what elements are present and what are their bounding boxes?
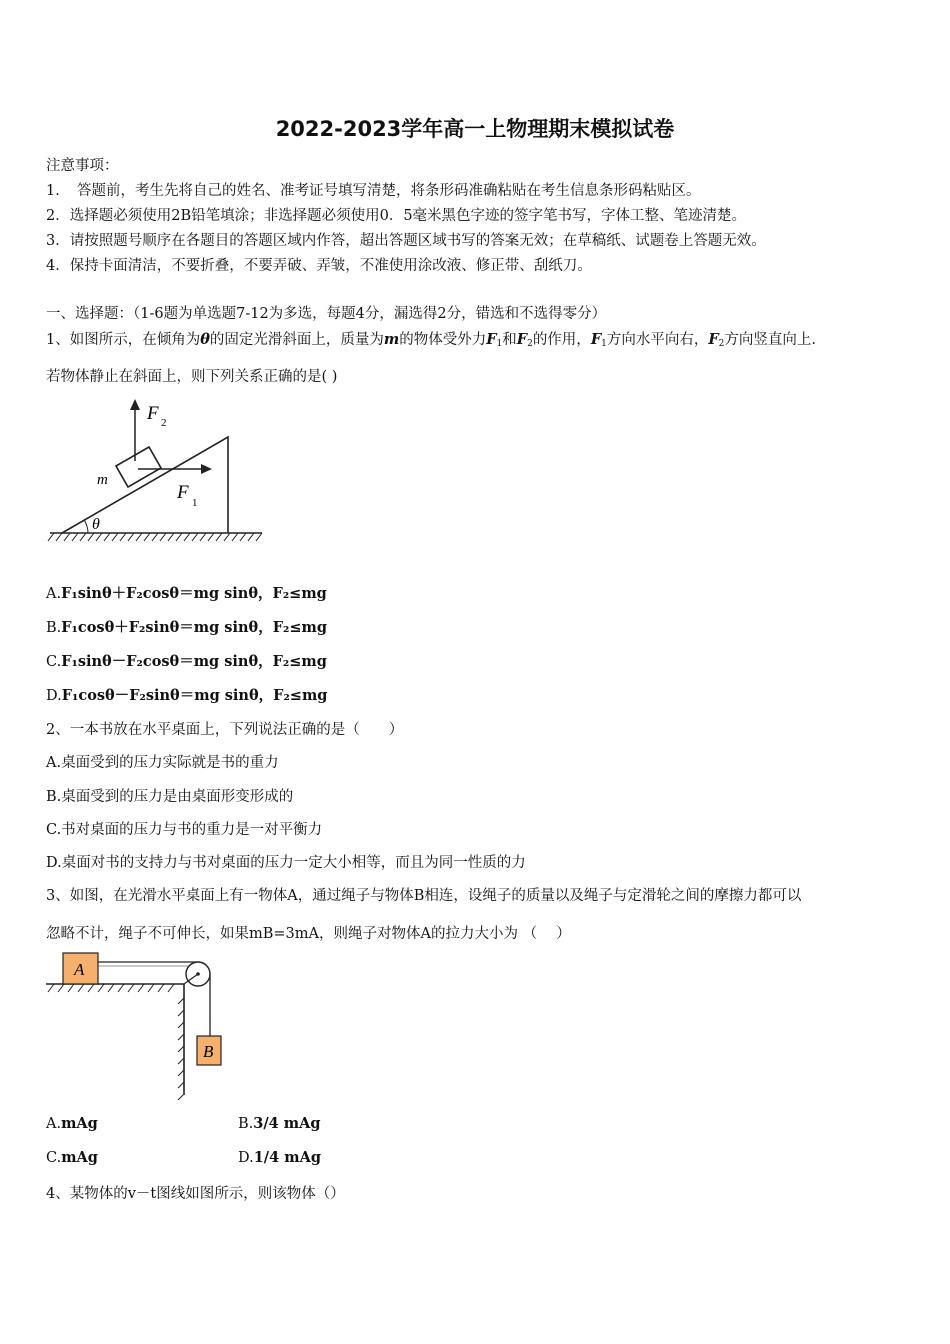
q1-F2b: F [708,331,719,348]
q2-option-c: C.书对桌面的压力与书的重力是一对平衡力 [46,822,323,838]
q1-stem-line2: 若物体静止在斜面上，则下列关系正确的是( ) [46,369,338,385]
q1-option-a: A.F₁sinθ＋F₂cosθ＝mg sinθ，F₂≤mg [46,585,327,602]
q3-option-c: C.mAg [46,1149,98,1166]
q1-F2-sub: 2 [527,339,533,349]
q2-option-a: A.桌面受到的压力实际就是书的重力 [46,755,279,771]
f1-label: F [177,482,189,503]
notice-item-2: 2．选择题必须使用2B铅笔填涂；非选择题必须使用0．5毫米黑色字迹的签字笔书写，字体工整、笔迹清楚。 [46,208,747,224]
page-title: 2022-2023学年高一上物理期末模拟试卷 [275,117,675,141]
q1-F1b-sub: 1 [601,339,607,349]
q2-option-b: B.桌面受到的压力是由桌面形变形成的 [46,789,294,805]
q1-and: 和 [502,332,517,348]
q1-m: m [383,331,400,348]
f2-arrowhead [130,399,140,410]
notice-item-3: 3．请按照题号顺序在各题目的答题区域内作答，超出答题区域书写的答案无效；在草稿纸、试题卷上答题无效。 [46,233,766,249]
q1-theta: θ [200,331,210,348]
q3-option-b: B.3/4 mAg [238,1115,321,1132]
q1-F1: F [486,331,497,348]
notice-item-4: 4．保持卡面清洁，不要折叠，不要弄破、弄皱，不准使用涂改液、修正带、刮纸刀。 [46,258,592,274]
angle-arc [85,521,89,534]
q3-stem-line1: 3、如图，在光滑水平桌面上有一物体A，通过绳子与物体B相连，设绳子的质量以及绳子与定滑轮之间的摩擦力都可以 [46,888,802,904]
theta-label: θ [92,516,100,533]
q1-text-f: 方向竖直向上. [724,332,816,348]
section-heading: 一、选择题：（1-6题为单选题7-12为多选，每题4分，漏选得2分，错选和不选得零分） [46,306,607,322]
q1-F2: F [516,331,528,348]
wall-hatch [178,998,184,1100]
q1-text-d: 的作用， [532,332,591,348]
q1-option-b: B.F₁cosθ＋F₂sinθ＝mg sinθ，F₂≤mg [46,619,327,636]
block-a-label: A [74,960,85,979]
m-label: m [97,472,108,488]
block-b-label: B [203,1042,214,1061]
q1-option-c: C.F₁sinθ－F₂cosθ＝mg sinθ，F₂≤mg [46,653,327,670]
q1-incline-figure [44,395,269,550]
f2-label: F [147,403,159,424]
q1-stem-line1 [46,328,816,349]
q3-pulley-figure [44,950,224,1100]
q1-text-e: 方向水平向右， [606,332,709,348]
f1-arrowhead [201,464,212,474]
f1-label-sub: 1 [192,497,198,509]
q1-text-a: 1、如图所示，在倾角为 [46,332,201,348]
q1-F1b: F [590,331,602,348]
q1-F1-sub: 1 [496,339,503,349]
q3-option-a: A.mAg [46,1115,98,1132]
ground-hatch [48,533,262,541]
q2-stem: 2、一本书放在水平桌面上，下列说法正确的是（ ） [46,722,404,738]
notice-heading: 注意事项： [46,158,119,174]
q1-text-c: 的物体受外力 [399,332,487,348]
f2-label-sub: 2 [161,417,167,429]
q3-stem-line2: 忽略不计，绳子不可伸长，如果mB=3mA，则绳子对物体A的拉力大小为 （ ） [46,926,571,942]
q1-F2b-sub: 2 [718,339,725,349]
q1-option-d: D.F₁cosθ－F₂sinθ＝mg sinθ，F₂≤mg [46,687,328,704]
block-m [116,447,161,487]
q4-stem: 4、某物体的v－t图线如图所示，则该物体（） [46,1186,345,1202]
q1-text-b: 的固定光滑斜面上，质量为 [209,332,384,348]
notice-item-1: 1． 答题前，考生先将自己的姓名、准考证号填写清楚，将条形码准确粘贴在考生信息条形码粘贴区。 [46,183,701,199]
table-hatch [48,984,174,992]
q3-option-d: D.1/4 mAg [238,1149,321,1166]
q2-option-d: D.桌面对书的支持力与书对桌面的压力一定大小相等，而且为同一性质的力 [46,855,526,871]
